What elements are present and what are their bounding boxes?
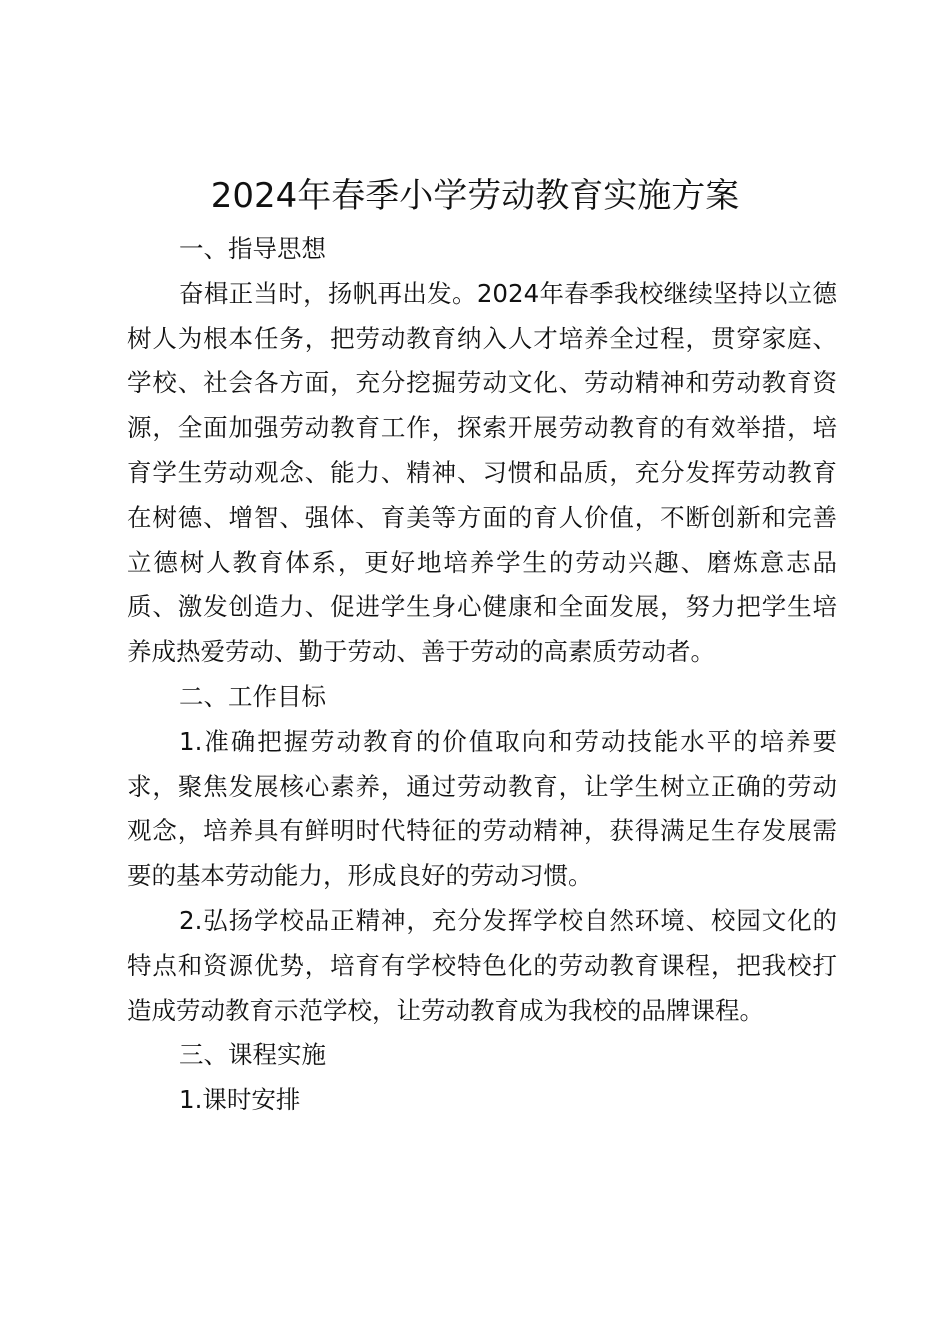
subheading-class-hours: 1.课时安排 bbox=[179, 1085, 301, 1115]
paragraph-work-goal-1: 1.准确把握劳动教育的价值取向和劳动技能水平的培养要求，聚焦发展核心素养，通过劳动教育，让学生树立正确的劳动观念，培养具有鲜明时代特征的劳动精神，获得满足生存发展需要的基本劳动能力，形成良好的劳动习惯。 bbox=[127, 726, 837, 891]
paragraph-work-goal-2: 2.弘扬学校品正精神，充分发挥学校自然环境、校园文化的特点和资源优势，培育有学校特色化的劳动教育课程，把我校打造成劳动教育示范学校，让劳动教育成为我校的品牌课程。 bbox=[127, 905, 837, 1025]
section-heading-guiding-ideology: 一、指导思想 bbox=[179, 234, 326, 263]
section-heading-work-goals: 二、工作目标 bbox=[179, 681, 326, 711]
document-body bbox=[127, 227, 837, 1123]
document-title: 2024年春季小学劳动教育实施方案 bbox=[210, 176, 740, 216]
paragraph-guiding-ideology: 奋楫正当时，扬帆再出发。2024年春季我校继续坚持以立德树人为根本任务，把劳动教育纳入人才培养全过程，贯穿家庭、学校、社会各方面，充分挖掘劳动文化、劳动精神和劳动教育资源，全面加强劳动教育工作，探索开展劳动教育的有效举措，培育学生劳动观念、能力、精神、习惯和品质，充分发挥劳动教育在树德、增智、强体、育美等方面的育人价值，不断创新和完善立德树人教育体系，更好地培养学生的劳动兴趣、磨炼意志品质、激发创造力、促进学生身心健康和全面发展，努力把学生培养成热爱劳动、勤于劳动、善于劳动的高素质劳动者。 bbox=[127, 278, 837, 667]
section-heading-curriculum: 三、课程实施 bbox=[179, 1040, 326, 1070]
